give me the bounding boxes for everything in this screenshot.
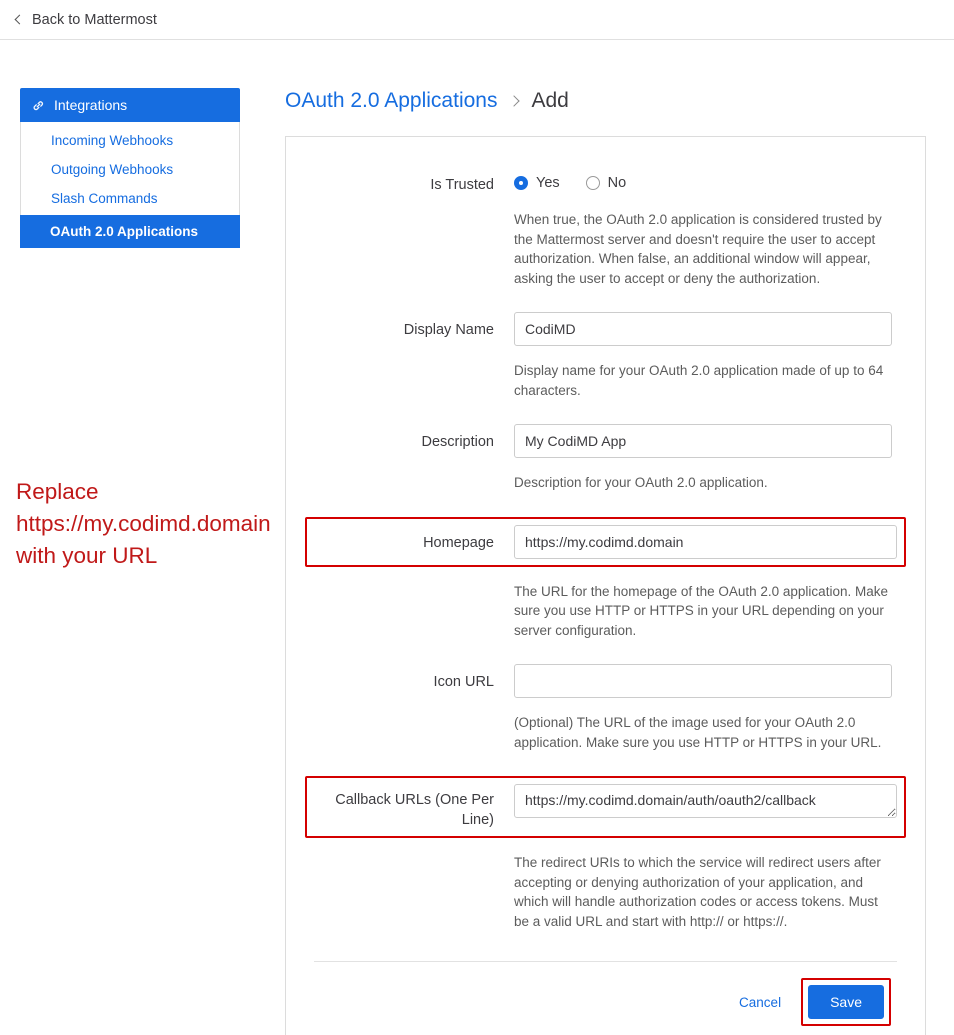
main-content	[240, 88, 954, 1035]
annotation-text: Replace https://my.codimd.domain with your URL	[16, 479, 271, 568]
help-row-is-trusted	[314, 201, 897, 306]
homepage-label: Homepage	[423, 534, 494, 551]
oauth-app-form-card	[285, 136, 926, 1035]
save-button-highlight	[801, 978, 891, 1026]
field-row-icon-url	[314, 664, 897, 698]
help-row-icon-url	[314, 704, 897, 770]
sidebar-item-slash-commands[interactable]: Slash Commands	[51, 191, 158, 206]
is-trusted-yes-label[interactable]: Yes	[536, 175, 560, 191]
help-row-description	[314, 464, 897, 511]
help-row-display-name	[314, 352, 897, 418]
display-name-input[interactable]	[514, 312, 892, 346]
sidebar-item-oauth-applications[interactable]: OAuth 2.0 Applications	[20, 215, 240, 248]
sidebar-item-outgoing-webhooks[interactable]: Outgoing Webhooks	[51, 162, 174, 177]
description-help: Description for your OAuth 2.0 application.	[514, 475, 768, 490]
description-input[interactable]	[514, 424, 892, 458]
callback-urls-label: Callback URLs (One Per Line)	[335, 792, 494, 828]
chevron-left-icon	[15, 15, 25, 25]
help-row-callback-urls	[314, 844, 897, 949]
callback-urls-help: The redirect URIs to which the service will redirect users after accepting or denying authorization of your application, and which will handle authorization codes or access tokens. Must be a valid URL and start with http:// or https://.	[514, 855, 881, 929]
breadcrumb-current: Add	[531, 89, 569, 112]
form-actions	[314, 978, 897, 1034]
display-name-help: Display name for your OAuth 2.0 application made of up to 64 characters.	[514, 363, 884, 398]
homepage-help: The URL for the homepage of the OAuth 2.0 application. Make sure you use HTTP or HTTPS in your URL depending on your server configuration.	[514, 583, 888, 638]
icon-url-label: Icon URL	[433, 674, 494, 690]
back-to-mattermost-label: Back to Mattermost	[32, 11, 157, 28]
display-name-label: Display Name	[403, 322, 494, 338]
description-label: Description	[421, 434, 494, 450]
field-row-display-name	[314, 312, 897, 346]
is-trusted-help: When true, the OAuth 2.0 application is considered trusted by the Mattermost server and doesn't require the user to accept authorization. When false, an additional window will appear, asking the user to accept or deny the authorization.	[514, 212, 882, 286]
sidebar-item-incoming-webhooks[interactable]: Incoming Webhooks	[51, 133, 174, 148]
save-button[interactable]: Save	[808, 985, 884, 1019]
sidebar-header[interactable]	[20, 88, 240, 122]
breadcrumb	[285, 88, 926, 114]
breadcrumb-parent-link[interactable]: OAuth 2.0 Applications	[285, 89, 498, 112]
is-trusted-no-label[interactable]: No	[607, 175, 627, 191]
back-to-mattermost-link[interactable]	[16, 12, 157, 28]
homepage-input[interactable]	[514, 525, 897, 559]
top-bar	[0, 0, 954, 40]
is-trusted-no-radio[interactable]	[586, 176, 600, 190]
field-row-description	[314, 424, 897, 458]
sidebar-list	[20, 122, 240, 248]
is-trusted-options	[514, 167, 892, 191]
callback-urls-textarea[interactable]	[514, 784, 897, 818]
field-row-homepage	[305, 517, 906, 567]
icon-url-help: (Optional) The URL of the image used for your OAuth 2.0 application. Make sure you use HTTP or HTTPS in your URL.	[514, 715, 882, 750]
field-row-callback-urls	[305, 776, 906, 838]
field-row-is-trusted	[314, 167, 897, 195]
help-row-homepage	[314, 573, 897, 659]
is-trusted-label: Is Trusted	[430, 177, 494, 193]
cancel-button[interactable]: Cancel	[729, 989, 791, 1016]
link-icon	[32, 99, 45, 112]
form-divider	[314, 961, 897, 962]
is-trusted-yes-radio[interactable]	[514, 176, 528, 190]
icon-url-input[interactable]	[514, 664, 892, 698]
sidebar-header-label: Integrations	[54, 97, 128, 113]
chevron-right-icon	[509, 95, 520, 106]
